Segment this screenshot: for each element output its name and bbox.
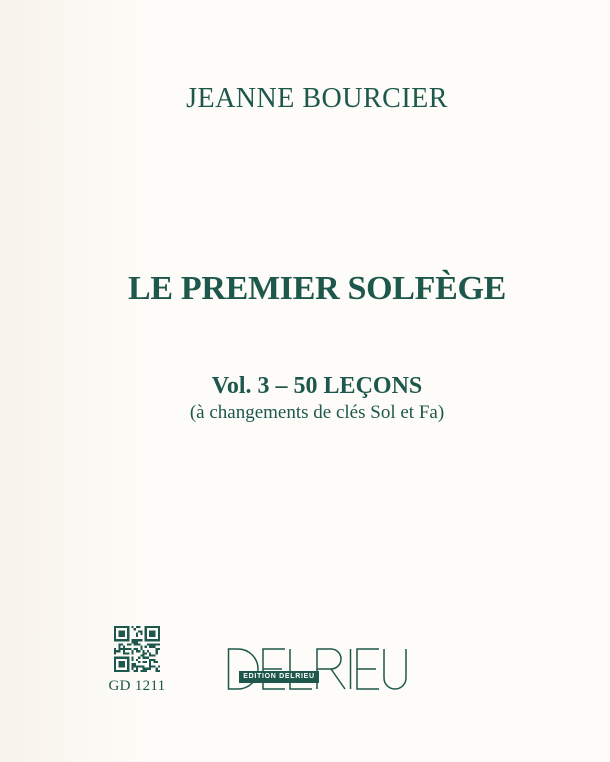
- delrieu-logo: [227, 647, 407, 691]
- author-name: JEANNE BOURCIER: [186, 83, 448, 114]
- delrieu-logo-letters: [227, 647, 407, 691]
- book-title: LE PREMIER SOLFÈGE: [127, 270, 507, 307]
- qr-code: [114, 626, 160, 672]
- catalog-number: GD 1211: [108, 678, 166, 694]
- publisher-banner: EDITION DELRIEU: [239, 671, 319, 683]
- subtitle-line: (à changements de clés Sol et Fa): [189, 402, 445, 423]
- qr-code-graphic: [114, 626, 160, 672]
- volume-line: Vol. 3 – 50 LEÇONS: [211, 373, 423, 399]
